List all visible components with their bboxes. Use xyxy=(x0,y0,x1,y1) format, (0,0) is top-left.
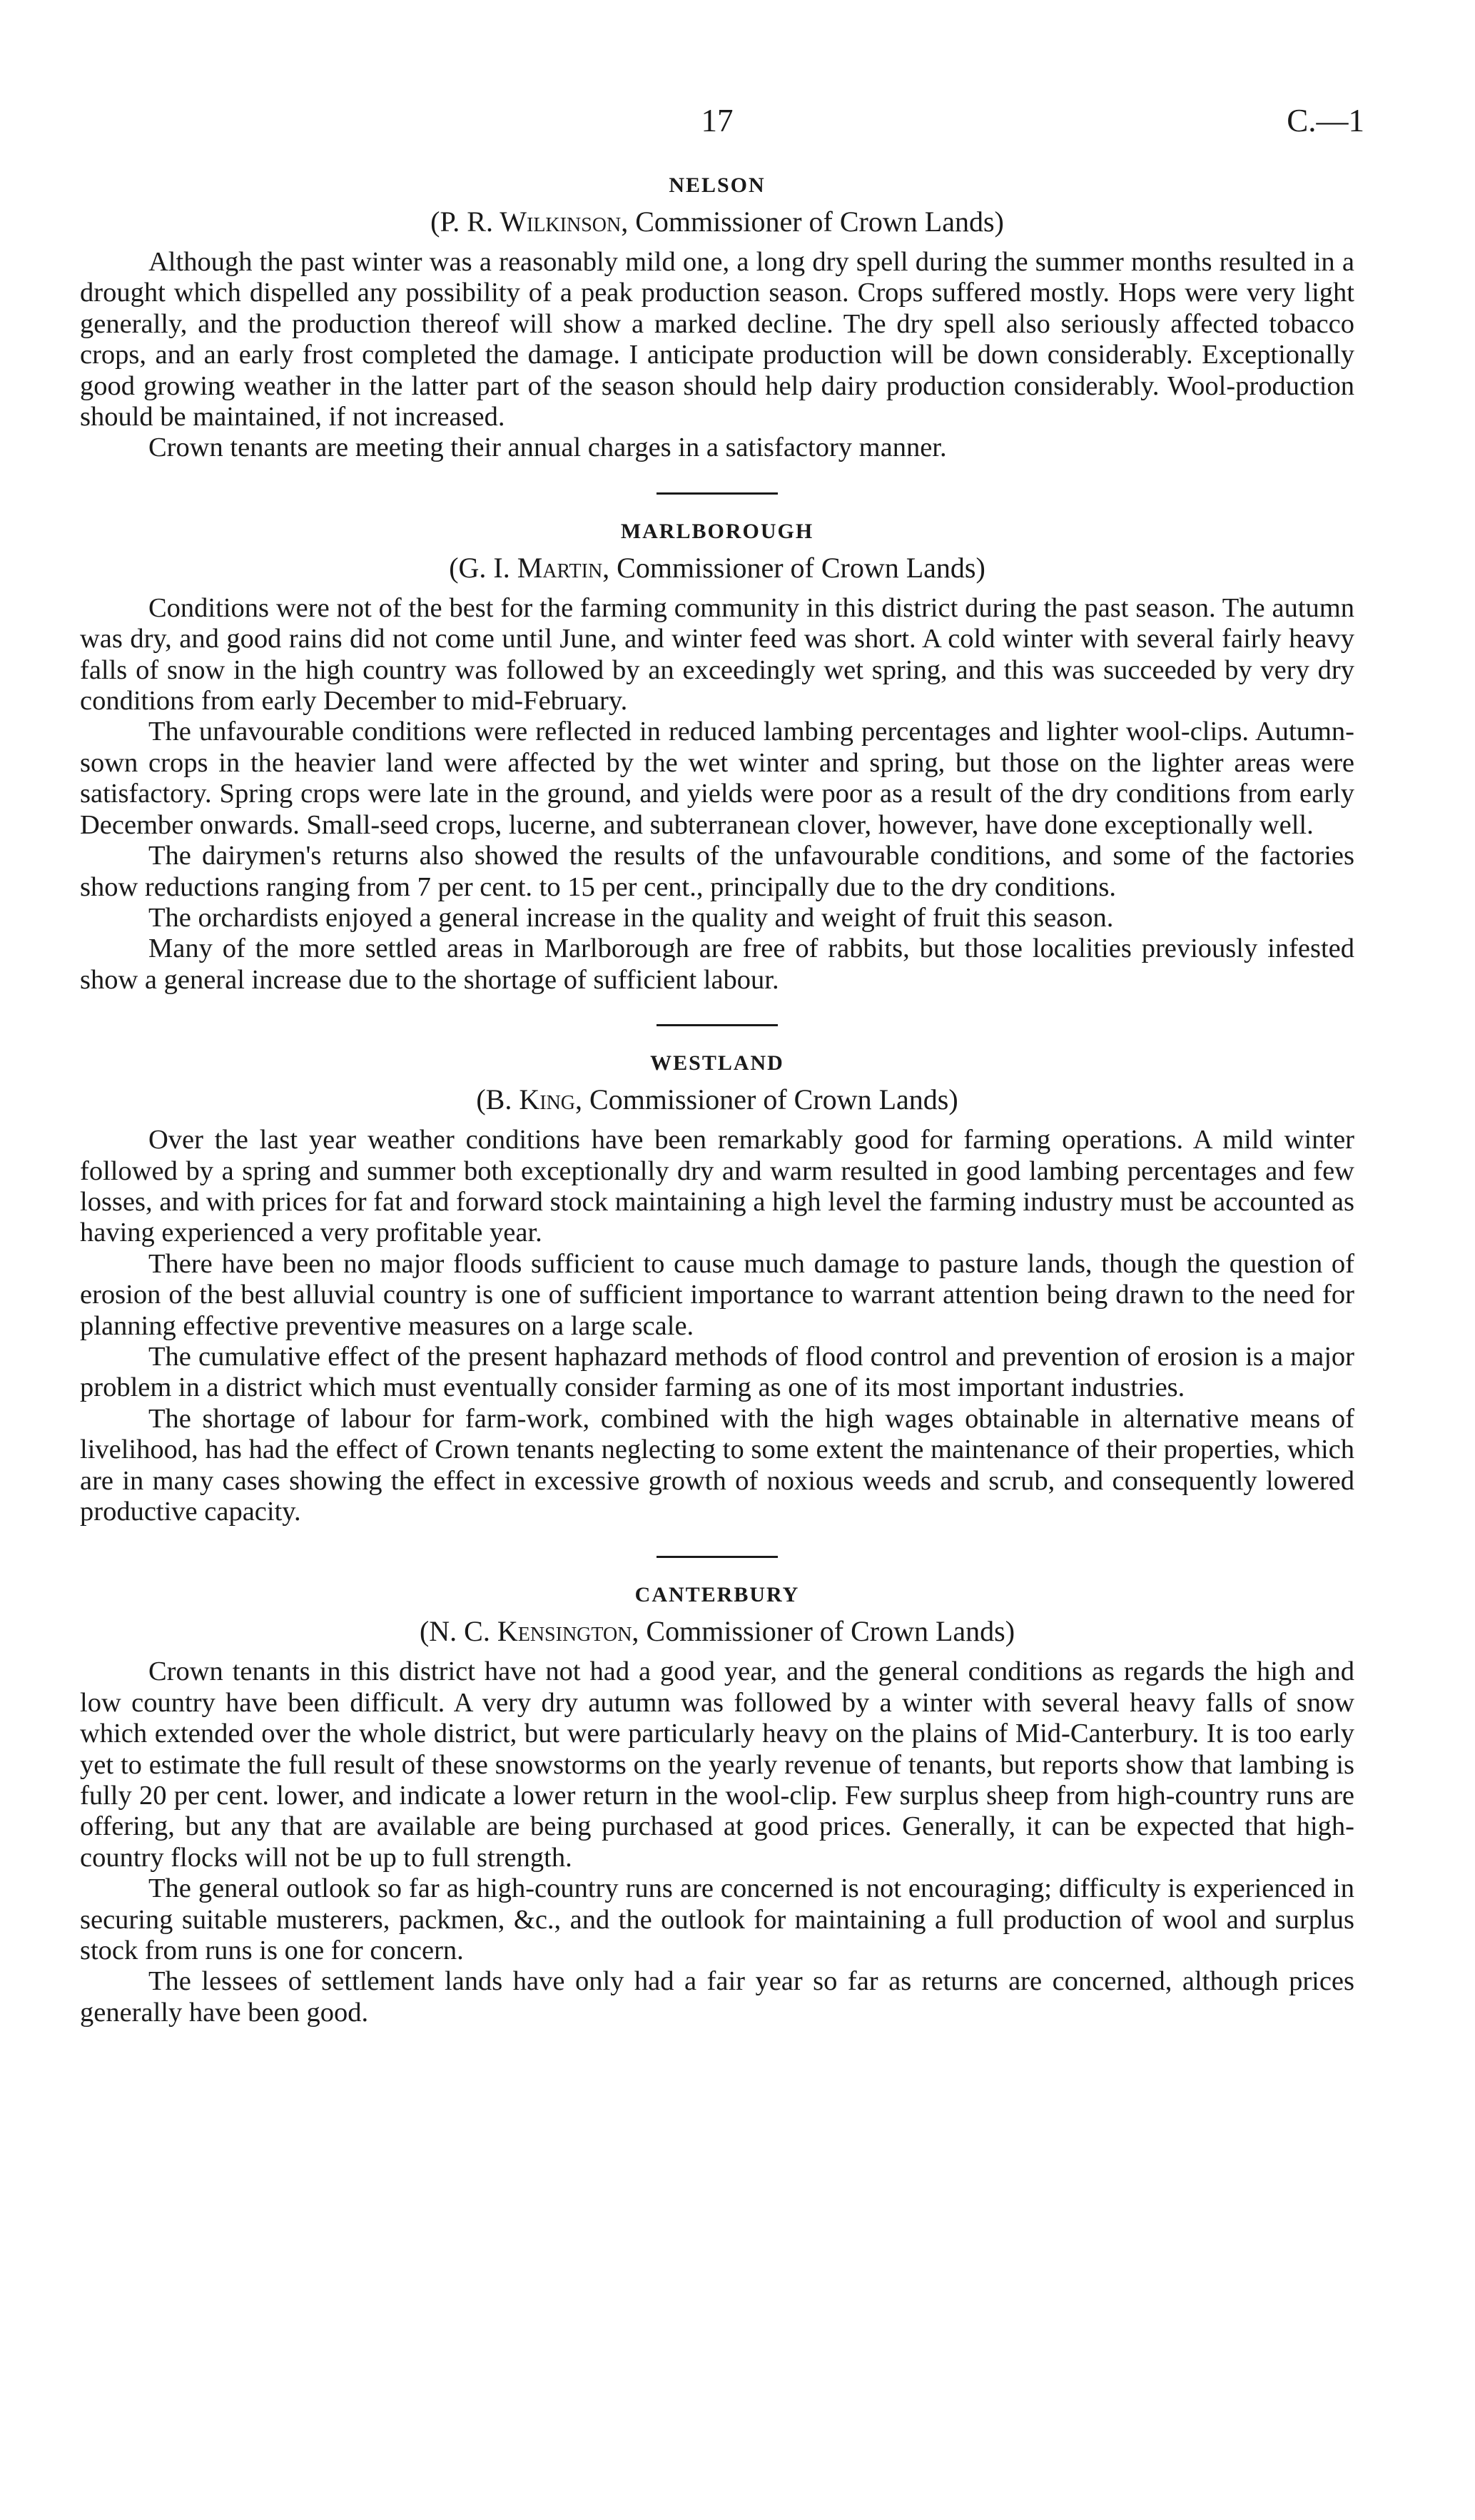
section-author: (N. C. Kensington, Commissioner of Crown Lands) xyxy=(419,1615,1015,1648)
author-name: P. R. Wilkinson xyxy=(440,206,622,238)
paragraph: Many of the more settled areas in Marlborough are free of rabbits, but those localities previously infested show a general increase due to the shortage of sufficient labour. xyxy=(80,933,1354,995)
paragraph: Conditions were not of the best for the farming community in this district during the past season. The autumn was dry, and good rains did not come until June, and winter feed was short. A cold winter with several fairly heavy falls of snow in the high country was followed by an exceedingly wet spring, and this was succeeded by very dry conditions from early December to mid-February. xyxy=(80,592,1354,717)
author-role: , Commissioner of Crown Lands) xyxy=(621,206,1004,238)
paragraph: The shortage of labour for farm-work, combined with the high wages obtainable in alternative means of livelihood, has had the effect of Crown tenants neglecting to some extent the maintenance of their properties, which are in many cases showing the effect in excessive growth of noxious weeds and scrub, and consequently lowered productive capacity. xyxy=(80,1403,1354,1527)
section-author: (P. R. Wilkinson, Commissioner of Crown Lands) xyxy=(430,206,1004,238)
paragraph: There have been no major floods sufficient to cause much damage to pasture lands, though the question of erosion of the best alluvial country is one of sufficient importance to warrant attention being drawn to the need for planning effective preventive measures on a large scale. xyxy=(80,1248,1354,1341)
section-nelson xyxy=(80,171,1354,464)
section-author: (B. King, Commissioner of Crown Lands) xyxy=(476,1083,958,1116)
paragraph: Crown tenants are meeting their annual charges in a satisfactory manner. xyxy=(148,432,947,463)
section-divider xyxy=(657,492,778,495)
section-canterbury xyxy=(80,1581,1354,2028)
paragraph: The dairymen's returns also showed the results of the unfavourable conditions, and some of the factories show reductions ranging from 7 per cent. to 15 per cent., principally due to the dry conditions. xyxy=(80,841,1354,902)
paragraph: Although the past winter was a reasonably mild one, a long dry spell during the summer months resulted in a drought which dispelled any possibility of a peak production season. Crops suffered mostly. Hops were very light generally, and the production thereof will show a marked decline. The dry spell also seriously affected tobacco crops, and an early frost completed the damage. I anticipate production will be down considerably. Exceptionally good growing weather in the latter part of the season should help dairy production considerably. Wool-production should be maintained, if not increased. xyxy=(80,247,1354,432)
page-number: 17 xyxy=(701,103,734,138)
section-title: CANTERBURY xyxy=(634,1583,800,1607)
paragraph: The orchardists enjoyed a general increase in the quality and weight of fruit this season. xyxy=(148,902,1114,933)
section-marlborough xyxy=(80,517,1354,996)
document-reference: C.—1 xyxy=(1287,103,1364,138)
section-westland xyxy=(80,1049,1354,1527)
author-name: B. King xyxy=(485,1083,576,1116)
page-content xyxy=(80,171,1354,2028)
author-role: , Commissioner of Crown Lands) xyxy=(575,1083,958,1116)
author-name: N. C. Kensington xyxy=(429,1615,632,1648)
paragraph: Over the last year weather conditions have been remarkably good for farming operations. A mild winter followed by a spring and summer both exceptionally dry and warm resulted in good lambing percentages and few losses, and with prices for fat and forward stock maintaining a high level the farming industry must be accounted as having experienced a very profitable year. xyxy=(80,1125,1354,1248)
section-title: MARLBOROUGH xyxy=(620,519,814,543)
section-title: NELSON xyxy=(669,173,766,197)
section-author: (G. I. Martin, Commissioner of Crown Lands) xyxy=(449,551,985,584)
paragraph: The cumulative effect of the present haphazard methods of flood control and prevention of erosion is a major problem in a district which must eventually consider farming as one of its most important industries. xyxy=(80,1341,1354,1403)
author-name: G. I. Martin xyxy=(458,551,603,584)
paragraph: The unfavourable conditions were reflected in reduced lambing percentages and lighter wool-clips. Autumn-sown crops in the heavier land were affected by the wet winter and spring, but those on the lighter areas were satisfactory. Spring crops were late in the ground, and yields were poor as a result of the dry conditions from early December onwards. Small-seed crops, lucerne, and subterranean clover, however, have done exceptionally well. xyxy=(80,717,1354,840)
author-role: , Commissioner of Crown Lands) xyxy=(602,551,985,584)
section-divider xyxy=(657,1024,778,1026)
paragraph: Crown tenants in this district have not had a good year, and the general conditions as regards the high and low country have been difficult. A very dry autumn was followed by a winter with several heavy falls of snow which extended over the whole district, but were particularly heavy on the plains of Mid-Canterbury. It is too early yet to estimate the full result of these snowstorms on the yearly revenue of tenants, but reports show that lambing is fully 20 per cent. lower, and indicate a lower return in the wool-clip. Few surplus sheep from high-country runs are offering, but any that are available are being purchased at good prices. Generally, it can be expected that high-country flocks will not be up to full strength. xyxy=(80,1656,1354,1873)
paragraph: The general outlook so far as high-country runs are concerned is not encouraging; difficulty is experienced in securing suitable musterers, packmen, &c., and the outlook for maintaining a full production of wool and surplus stock from runs is one for concern. xyxy=(80,1873,1354,1966)
paragraph: The lessees of settlement lands have only had a fair year so far as returns are concerned, although prices generally have been good. xyxy=(80,1966,1354,2028)
section-divider xyxy=(657,1556,778,1558)
author-role: , Commissioner of Crown Lands) xyxy=(632,1615,1015,1648)
section-title: WESTLAND xyxy=(650,1051,784,1076)
